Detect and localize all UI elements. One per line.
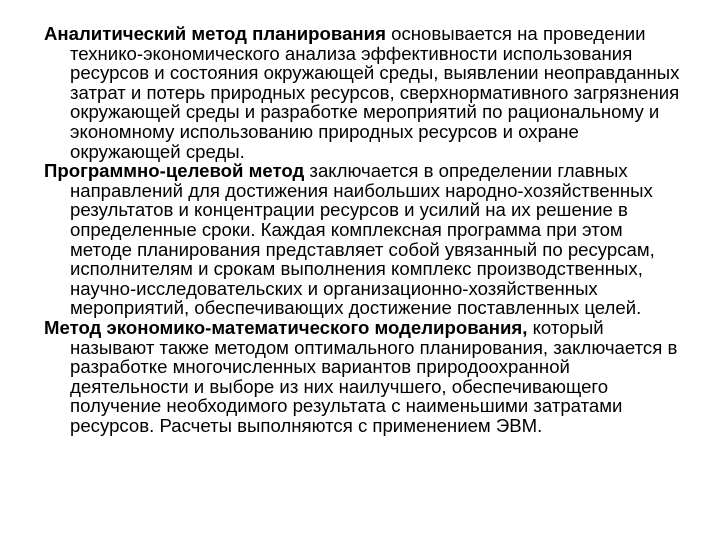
- slide-body: [44, 24, 684, 435]
- term-program-target-method: Программно-целевой метод: [44, 160, 305, 182]
- term-math-modeling-method: Метод экономико-математического моделирования,: [44, 316, 528, 338]
- paragraph-analytical-method: [44, 24, 684, 161]
- definition-math-modeling-method: который называют также методом оптимального планирования, заключается в разработке многочисленных вариантов природоохранной деятельности и выборе из них наилучшего, обеспечивающего получение необходимого результата с наименьшими затратами ресурсов. Расчеты выполняются с применением ЭВМ.: [70, 316, 678, 436]
- paragraph-program-target-method: [44, 161, 684, 318]
- term-analytical-method: Аналитический метод планирования: [44, 23, 386, 44]
- definition-analytical-method: основывается на проведении технико-экономического анализа эффективности использования ресурсов и состояния окружающей среды, выявлении неоправданных затрат и потерь природных ресурсов, сверхнормативного загрязнения окружающей среды и разработке мероприятий по рациональному и экономному использованию природных ресурсов и охране окружающей среды.: [70, 23, 680, 162]
- paragraph-math-modeling-method: [44, 318, 684, 436]
- definition-program-target-method: заключается в определении главных направлений для достижения наибольших народно-хозяйственных результатов и концентрации ресурсов и усилий на их решение в определенные сроки. Каждая комплексная программа при этом методе планирования представляет собой увязанный по ресурсам, исполнителям и срокам выполнения комплекс производственных, научно-исследовательских и организационно-хозяйственных мероприятий, обеспечивающих достижение поставленных целей.: [70, 160, 655, 319]
